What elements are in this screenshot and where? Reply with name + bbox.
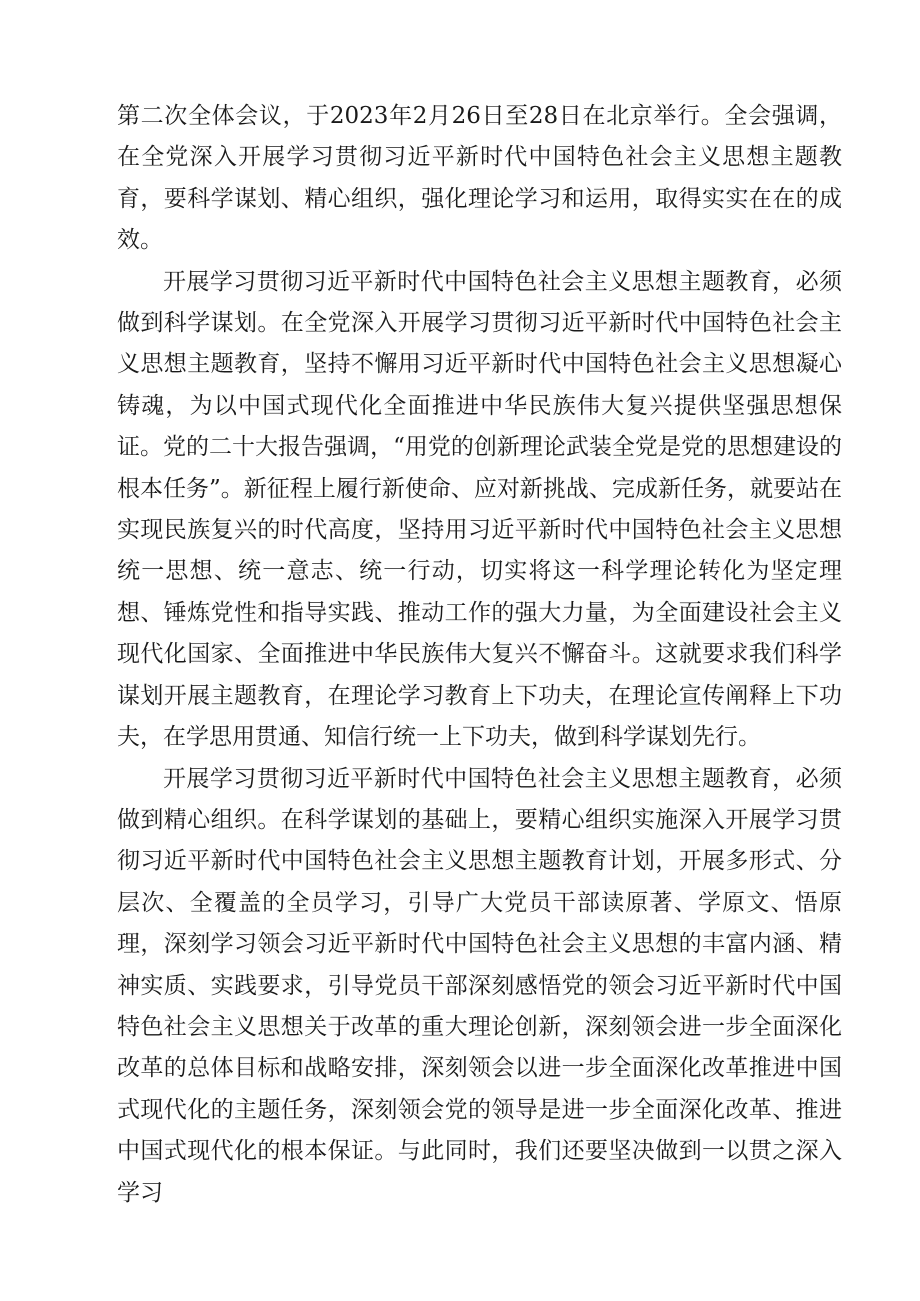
paragraph-1: 第二次全体会议，于2023年2月26日至28日在北京举行。全会强调，在全党深入开展学习贯彻习近平新时代中国特色社会主义思想主题教育，要科学谋划、精心组织，强化理论学习和运用，取得实实在在的成效。 xyxy=(117,103,842,254)
paragraph-2: 开展学习贯彻习近平新时代中国特色社会主义思想主题教育，必须做到科学谋划。在全党深入开展学习贯彻习近平新时代中国特色社会主义思想主题教育，坚持不懈用习近平新时代中国特色社会主义思想凝心铸魂，为以中国式现代化全面推进中华民族伟大复兴提供坚强思想保证。党的二十大报告强调，“用党的创新理论武装全党是党的思想建设的根本任务”。新征程上履行新使命、应对新挑战、完成新任务，就要站在实现民族复兴的时代高度，坚持用习近平新时代中国特色社会主义思想统一思想、统一意志、统一行动，切实将这一科学理论转化为坚定理想、锤炼党性和指导实践、推动工作的强大力量，为全面建设社会主义现代化国家、全面推进中华民族伟大复兴不懈奋斗。这就要求我们科学谋划开展主题教育，在理论学习教育上下功夫，在理论宣传阐释上下功夫，在学思用贯通、知信行统一上下功夫，做到科学谋划先行。 xyxy=(117,268,842,751)
paragraph-3: 开展学习贯彻习近平新时代中国特色社会主义思想主题教育，必须做到精心组织。在科学谋划的基础上，要精心组织实施深入开展学习贯彻习近平新时代中国特色社会主义思想主题教育计划，开展多形式、分层次、全覆盖的全员学习，引导广大党员干部读原著、学原文、悟原理，深刻学习领会习近平新时代中国特色社会主义思想的丰富内涵、精神实质、实践要求，引导党员干部深刻感悟党的领会习近平新时代中国特色社会主义思想关于改革的重大理论创新，深刻领会进一步全面深化改革的总体目标和战略安排，深刻领会以进一步全面深化改革推进中国式现代化的主题任务，深刻领会党的领导是进一步全面深化改革、推进中国式现代化的根本保证。与此同时，我们还要坚决做到一以贯之深入学习 xyxy=(117,765,842,1206)
document-body xyxy=(117,96,842,1214)
